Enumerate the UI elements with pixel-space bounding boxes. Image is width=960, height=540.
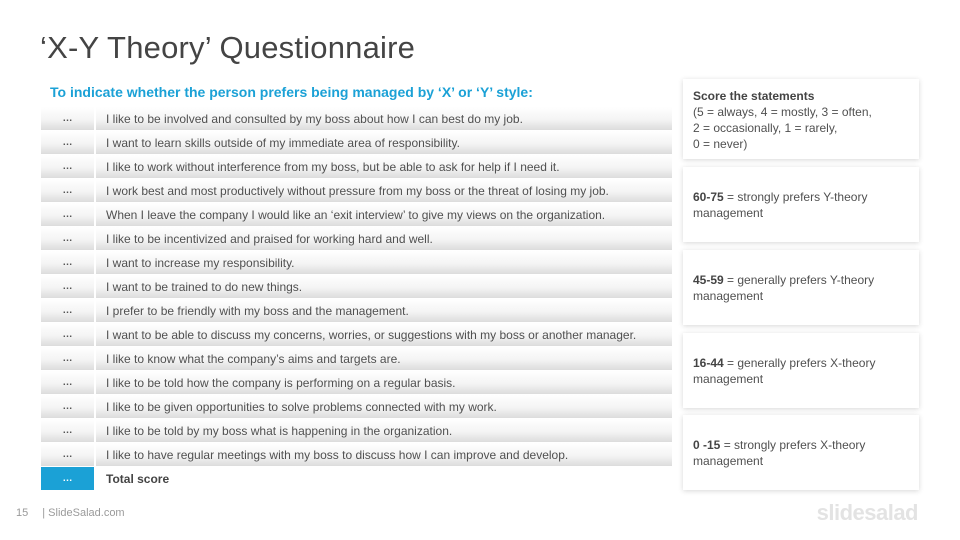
score-cell[interactable]: …: [41, 371, 94, 394]
scoring-instructions-panel: [683, 79, 919, 159]
score-cell[interactable]: …: [41, 203, 94, 226]
footer-site: | SlideSalad.com: [42, 507, 125, 519]
range-value: 16-44: [693, 356, 724, 370]
table-row: [41, 347, 672, 370]
table-row: [41, 395, 672, 418]
range-panel-strong-y: [683, 167, 919, 242]
score-cell[interactable]: …: [41, 347, 94, 370]
range-panel-general-y: [683, 250, 919, 325]
score-cell[interactable]: …: [41, 131, 94, 154]
table-row: [41, 155, 672, 178]
brand-logo: slidesalad: [816, 500, 918, 525]
statement-text: I like to know what the company’s aims and targets are.: [96, 347, 672, 370]
table-row: [41, 275, 672, 298]
instructions-line: 2 = occasionally, 1 = rarely,: [693, 121, 838, 135]
score-cell[interactable]: …: [41, 323, 94, 346]
statement-text: I like to be told by my boss what is happening in the organization.: [96, 419, 672, 442]
statement-text: I like to be given opportunities to solve problems connected with my work.: [96, 395, 672, 418]
score-cell[interactable]: …: [41, 155, 94, 178]
score-cell[interactable]: …: [41, 395, 94, 418]
statement-text: I want to increase my responsibility.: [96, 251, 672, 274]
range-description: = strongly prefers X-theory management: [693, 438, 866, 468]
range-panel-strong-x: [683, 415, 919, 490]
statement-text: I like to work without interference from my boss, but be able to ask for help if I need it.: [96, 155, 672, 178]
range-value: 60-75: [693, 190, 724, 204]
score-cell[interactable]: …: [41, 179, 94, 202]
range-value: 0 -15: [693, 438, 721, 452]
statement-text: I like to be involved and consulted by my boss about how I can best do my job.: [96, 107, 672, 130]
table-row: [41, 419, 672, 442]
statements-table: [41, 107, 672, 491]
table-row: [41, 323, 672, 346]
score-cell[interactable]: …: [41, 251, 94, 274]
total-row: [41, 467, 672, 490]
page-title: ‘X-Y Theory’ Questionnaire: [40, 30, 416, 65]
statement-text: I want to be trained to do new things.: [96, 275, 672, 298]
score-cell[interactable]: …: [41, 419, 94, 442]
table-row: [41, 227, 672, 250]
statement-text: I work best and most productively without pressure from my boss or the threat of losing my job.: [96, 179, 672, 202]
range-value: 45-59: [693, 273, 724, 287]
statement-text: I want to learn skills outside of my immediate area of responsibility.: [96, 131, 672, 154]
statement-text: I prefer to be friendly with my boss and the management.: [96, 299, 672, 322]
table-row: [41, 131, 672, 154]
statement-text: I like to have regular meetings with my boss to discuss how I can improve and develop.: [96, 443, 672, 466]
table-row: [41, 299, 672, 322]
slide-footer: [16, 507, 125, 519]
page-number: 15: [16, 507, 29, 519]
score-cell[interactable]: …: [41, 227, 94, 250]
score-cell[interactable]: …: [41, 107, 94, 130]
statement-text: I like to be told how the company is performing on a regular basis.: [96, 371, 672, 394]
statement-text: I like to be incentivized and praised for working hard and well.: [96, 227, 672, 250]
range-description: = generally prefers Y-theory management: [693, 273, 875, 303]
range-description: = generally prefers X-theory management: [693, 356, 876, 386]
table-row: [41, 179, 672, 202]
questionnaire-subtitle: To indicate whether the person prefers being managed by ‘X’ or ‘Y’ style:: [50, 84, 533, 100]
statement-text: When I leave the company I would like an ‘exit interview’ to give my views on the organization.: [96, 203, 672, 226]
table-row: [41, 251, 672, 274]
table-row: [41, 443, 672, 466]
range-panel-general-x: [683, 333, 919, 408]
instructions-line: 0 = never): [693, 137, 748, 151]
instructions-line: (5 = always, 4 = mostly, 3 = often,: [693, 105, 872, 119]
table-row: [41, 371, 672, 394]
range-description: = strongly prefers Y-theory management: [693, 190, 868, 220]
statement-text: I want to be able to discuss my concerns, worries, or suggestions with my boss or another manager.: [96, 323, 672, 346]
instructions-heading: Score the statements: [693, 89, 815, 103]
table-row: [41, 107, 672, 130]
score-cell[interactable]: …: [41, 275, 94, 298]
total-score-cell[interactable]: …: [41, 467, 94, 490]
table-row: [41, 203, 672, 226]
score-cell[interactable]: …: [41, 299, 94, 322]
total-score-label: Total score: [96, 467, 672, 490]
score-cell[interactable]: …: [41, 443, 94, 466]
